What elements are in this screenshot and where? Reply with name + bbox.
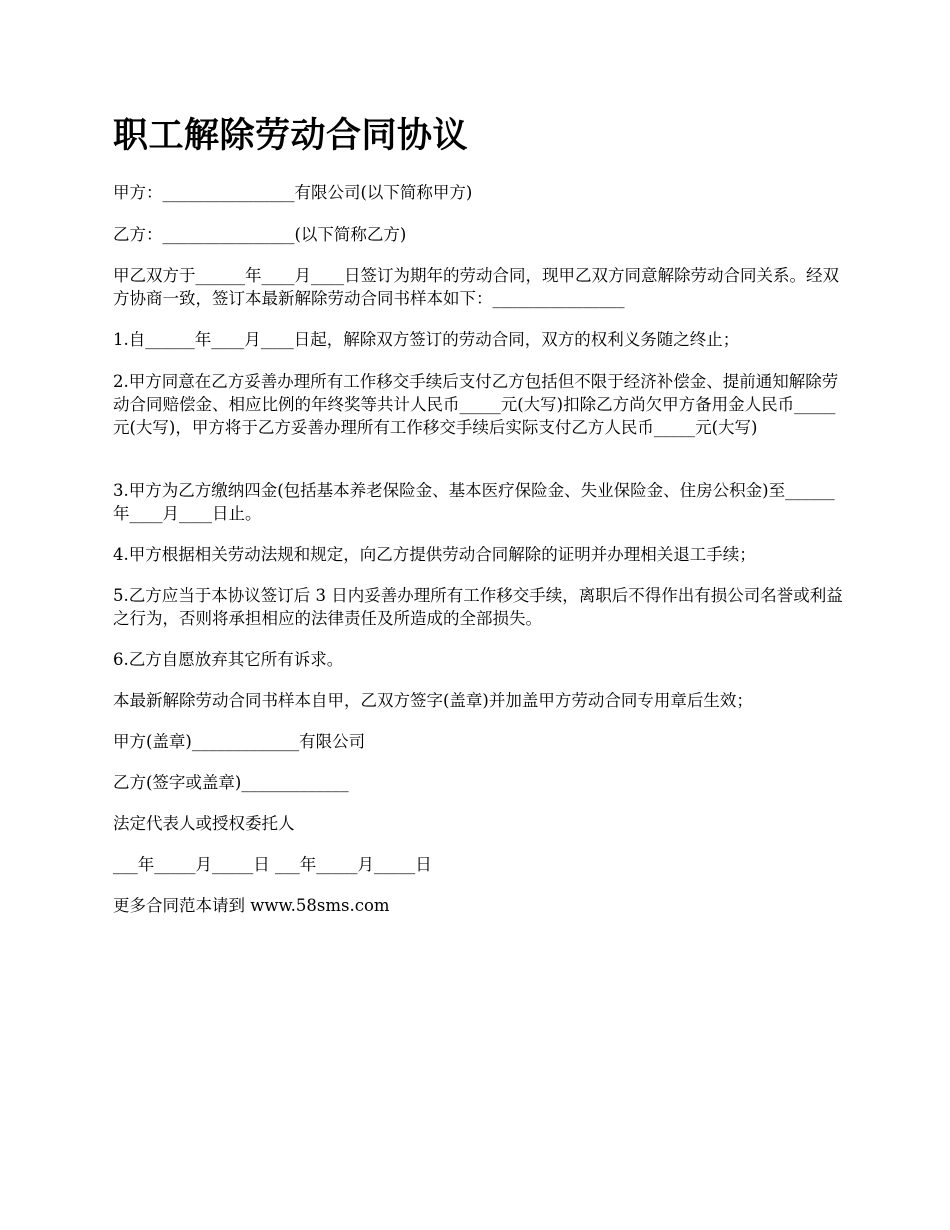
clause-2: 2.甲方同意在乙方妥善办理所有工作移交手续后支付乙方包括但不限于经济补偿金、提前通知解除劳动合同赔偿金、相应比例的年终奖等共计人民币_____元(大写)扣除乙方尚欠甲方备用金人民币_____元(大写)，甲方将于乙方妥善办理所有工作移交手续后实际支付乙方人民币_____元(大写) [113, 372, 839, 437]
party-b-line: 乙方：________________(以下简称乙方) [113, 225, 407, 244]
clause-4: 4.甲方根据相关劳动法规和规定，向乙方提供劳动合同解除的证明并办理相关退工手续； [113, 545, 756, 564]
party-a-line: 甲方：________________有限公司(以下简称甲方) [113, 183, 473, 202]
document-title: 职工解除劳动合同协议 [113, 116, 469, 156]
clause-6: 6.乙方自愿放弃其它所有诉求。 [113, 650, 344, 669]
party-b-signature-line: 乙方(签字或盖章)_____________ [113, 773, 349, 792]
party-a-seal-line: 甲方(盖章)_____________有限公司 [113, 732, 366, 751]
clause-3: 3.甲方为乙方缴纳四金(包括基本养老保险金、基本医疗保险金、失业保险金、住房公积金)至______年____月____日止。 [113, 481, 835, 523]
intro-paragraph: 甲乙双方于______年____月____日签订为期年的劳动合同，现甲乙双方同意解除劳动合同关系。经双方协商一致，签订本最新解除劳动合同书样本如下：________________ [113, 266, 839, 308]
effective-clause: 本最新解除劳动合同书样本自甲，乙双方签字(盖章)并加盖甲方劳动合同专用章后生效； [113, 691, 753, 710]
footer-link-line: 更多合同范本请到 www.58sms.com [113, 896, 390, 915]
clause-5: 5.乙方应当于本协议签订后 3 日内妥善办理所有工作移交手续，离职后不得作出有损公司名誉或利益之行为，否则将承担相应的法律责任及所造成的全部损失。 [113, 586, 843, 628]
date-line: ___年_____月_____日 ___年_____月_____日 [113, 855, 432, 874]
legal-representative-line: 法定代表人或授权委托人 [113, 814, 295, 833]
clause-1: 1.自______年____月____日起，解除双方签订的劳动合同，双方的权利义务随之终止； [113, 330, 740, 349]
